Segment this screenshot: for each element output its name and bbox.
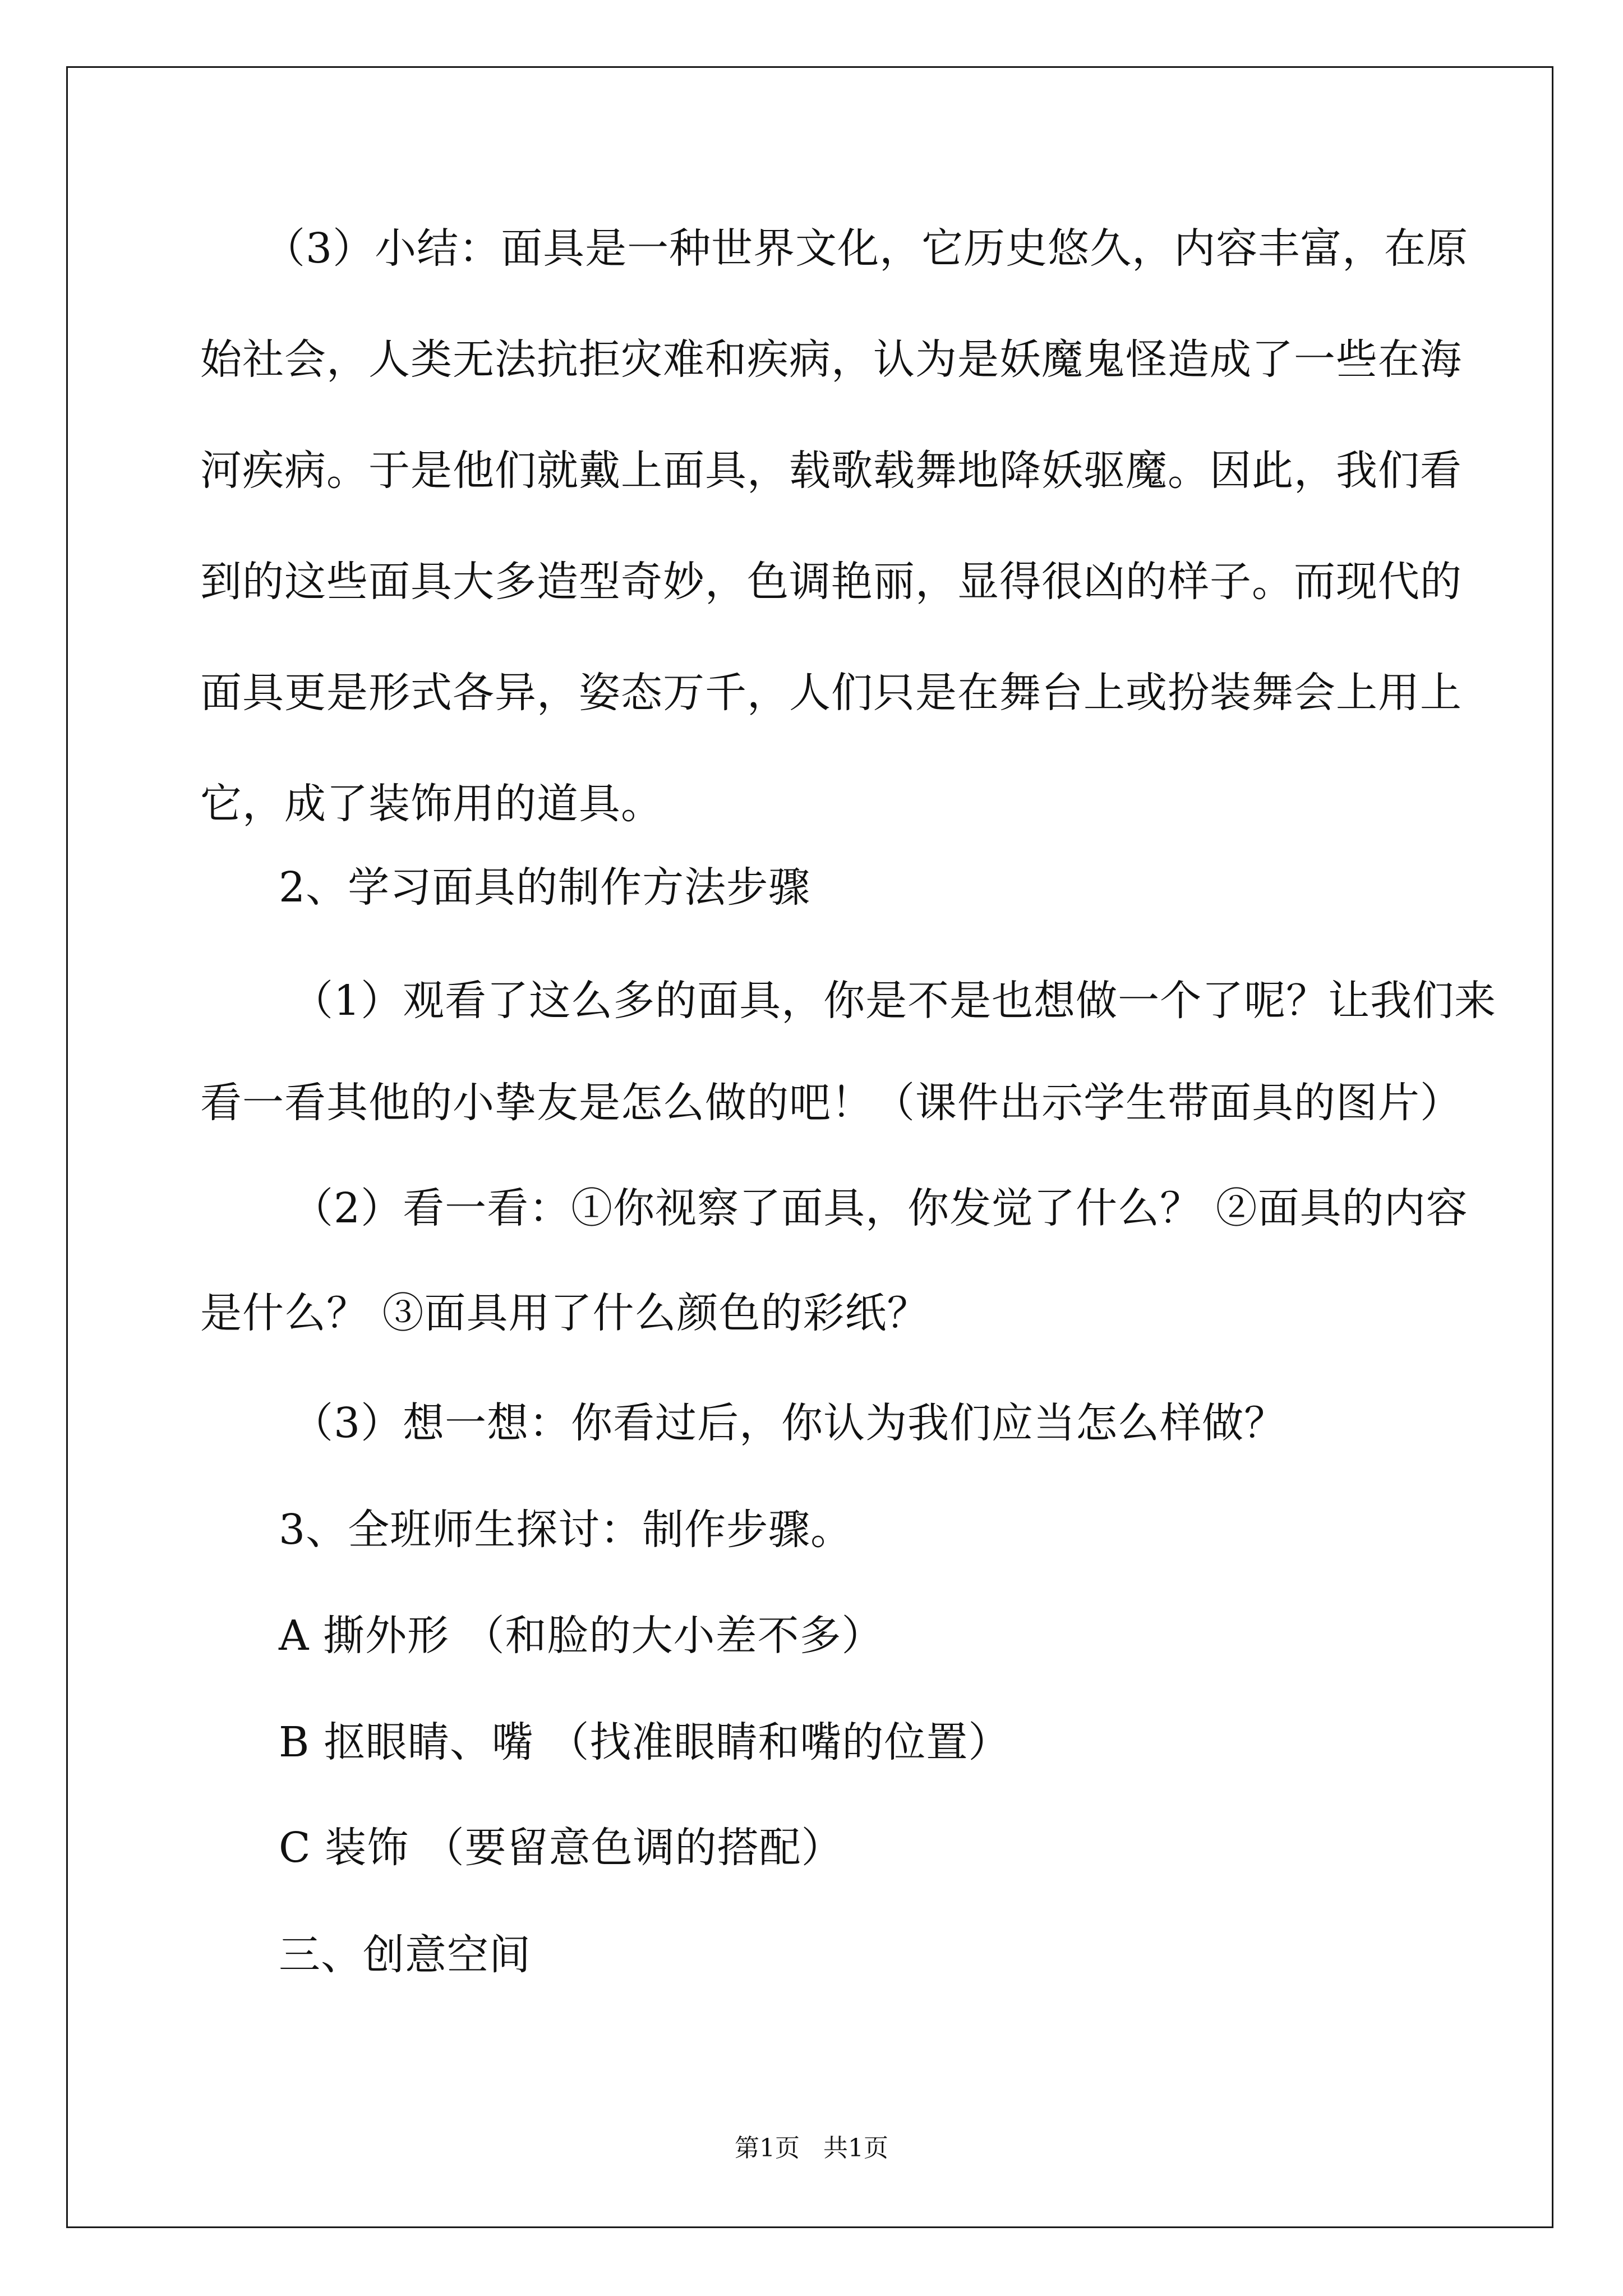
step-c: C 装饰 （要留意色调的搭配） [279,1824,843,1872]
page-footer: 第1页 共1页 [735,2134,888,2162]
section-heading-steps: 2、学习面具的制作方法步骤 [279,863,811,912]
summary-line-1: （3）小结：面具是一种世界文化，它历史悠久，内容丰富，在原 [264,224,1469,273]
page-border [66,66,1553,2228]
question-3-line: （3）想一想：你看过后，你认为我们应当怎么样做？ [292,1399,1287,1447]
step-b: B 抠眼睛、嘴 （找准眼睛和嘴的位置） [279,1718,1011,1766]
question-2-line-1: （2）看一看：①你视察了面具，你发觉了什么？ ②面具的内容 [292,1184,1468,1232]
question-1-line-1: （1）观看了这么多的面具，你是不是也想做一个了呢？让我们来 [292,977,1497,1025]
summary-line-3: 河疾病。于是他们就戴上面具，载歌载舞地降妖驱魔。因此，我们看 [200,447,1462,495]
section-heading-discussion: 3、全班师生探讨：制作步骤。 [279,1506,853,1554]
summary-line-5: 面具更是形式各异，姿态万千，人们只是在舞台上或扮装舞会上用上 [200,669,1462,717]
section-heading-creative-space: 三、创意空间 [279,1931,531,1979]
summary-line-4: 到的这些面具大多造型奇妙，色调艳丽，显得很凶的样子。而现代的 [200,558,1462,606]
question-2-line-2: 是什么？ ③面具用了什么颜色的彩纸？ [200,1289,929,1337]
summary-line-6: 它，成了装饰用的道具。 [200,780,663,828]
summary-line-2: 始社会，人类无法抗拒灾难和疾病，认为是妖魔鬼怪造成了一些在海 [200,335,1462,384]
step-a: A 撕外形 （和脸的大小差不多） [279,1612,884,1660]
question-1-line-2: 看一看其他的小挚友是怎么做的吧！（课件出示学生带面具的图片） [200,1079,1462,1127]
